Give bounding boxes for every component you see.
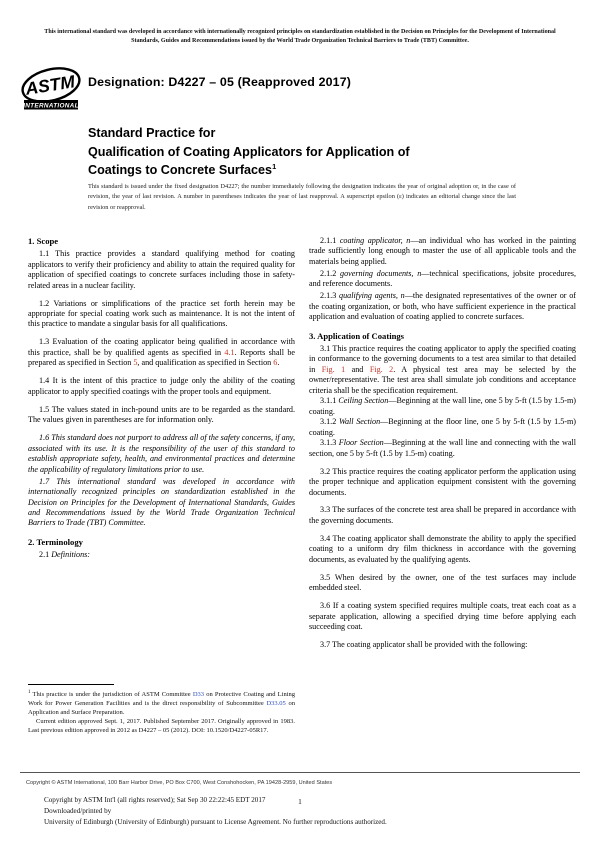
para-3-5: 3.5 When desired by the owner, one of the test surfaces may include embedded steel. xyxy=(309,572,576,593)
para-3-1-text-c: . A physical test area may be selected by the owner/representative. The test area shall simulate job conditions and acceptance criteria shall be the specification requirement. xyxy=(309,364,577,395)
astm-logo-icon xyxy=(20,66,82,114)
para-2-1-1-def: —an individual who has worked in the painting trade sufficiently long enough to master the use of all applicable tools and the materials being applied. xyxy=(309,236,577,266)
footnote-text-1: This practice is under the jurisdiction of ASTM Committee xyxy=(30,690,193,698)
para-3-1-3 xyxy=(309,438,576,459)
para-2-1-2-def: —technical specifications, jobsite procedures, and reference documents. xyxy=(309,268,576,289)
title-line-3-text: Coatings to Concrete Surfaces xyxy=(88,163,273,177)
title-line-2: Qualification of Coating Applicators for Application of xyxy=(88,144,410,159)
para-3-1-2 xyxy=(309,417,576,438)
wto-header-note: This international standard was developed in accordance with internationally recognized principles on standardization established in the Decision on Principles for the Development of International Standards, Guides and Recommendations issued by the World Trade Organization Technical Barriers to Trade (TBT) Committee. xyxy=(44,29,556,45)
link-fig-2[interactable]: Fig. 2 xyxy=(369,364,394,374)
heading-scope: 1. Scope xyxy=(28,236,59,246)
link-section-4-1[interactable]: 4.1 xyxy=(224,347,235,357)
footnote-text-3: on Application and Surface Preparation. xyxy=(28,699,296,716)
para-2-1-1 xyxy=(309,236,576,267)
para-3-1-1-def: —Beginning at the wall line, one 5 by 5-ft (1.5 by 1.5-m) coating. xyxy=(309,396,576,416)
link-section-6[interactable]: 6 xyxy=(273,358,278,368)
para-3-2: 3.2 This practice requires the coating applicator perform the application using the proper technique and application equipment consistent with the governing documents. xyxy=(309,466,576,497)
para-1-3-text-d: . xyxy=(277,358,280,368)
para-1-3-text-c: , and qualification as specified in Section xyxy=(137,358,274,368)
page-number: 1 xyxy=(298,797,302,806)
link-committee-d33[interactable]: D33 xyxy=(192,690,205,698)
para-3-1-2-term: Wall Section xyxy=(338,417,381,427)
para-3-7: 3.7 The coating applicator shall be provided with the following: xyxy=(320,640,528,650)
para-1-7: 1.7 This international standard was developed in accordance with internationally recognized principles on standardization established in the Decision on Principles for the Development of International Standards, Guides and Recommendations issued by the World Trade Organization Technical Barriers to Trade (TBT) Committee. xyxy=(28,476,295,528)
para-3-1-text-b: and xyxy=(345,364,370,374)
para-3-1 xyxy=(309,344,576,396)
left-column xyxy=(28,236,295,561)
para-3-1-3-term: Floor Section xyxy=(338,438,384,448)
issuance-note: This standard is issued under the fixed designation D4227; the number immediately following the designation indicates the year of original adoption or, in the case of revision, the year of last revision. A number in parentheses indicates the year of last reapproval. A superscript epsilon (ε) indicates an editorial change since the last revision or reapproval. xyxy=(88,183,516,211)
footnote-edition: Current edition approved Sept. 1, 2017. Published September 2017. Originally approved in 1983. Last previous edition approved in 2012 as D4227 – 05 (2012). DOI: 10.1520/D4227-05R17. xyxy=(28,718,295,735)
para-1-2: 1.2 Variations or simplifications of the practice set forth herein may be appropriate for special coating work such as maintenance. It is not the intent of this practice to mandate a singular basis for all qualifications. xyxy=(28,298,295,329)
footnote-rule xyxy=(28,684,114,685)
para-3-1-1-term: Ceiling Section xyxy=(338,396,389,406)
para-3-1-text-a: 3.1 This practice requires the coating applicator to apply the specified coating in conformance to the governing documents to a test area similar to that detailed in xyxy=(309,343,576,374)
para-3-6: 3.6 If a coating system specified requires multiple coats, treat each coat as a separate application, allowing a specified drying time before applying each succeeding coat. xyxy=(309,601,576,632)
para-2-1-2-number: 2.1.2 xyxy=(320,268,337,278)
para-2-1 xyxy=(28,550,295,560)
license-line-1: Copyright by ASTM Int'l (all rights reserved); Sat Sep 30 22:22:45 EDT 2017 xyxy=(44,796,266,804)
license-line-2: Downloaded/printed by xyxy=(44,806,112,815)
title-block xyxy=(88,124,568,180)
heading-terminology: 2. Terminology xyxy=(28,536,83,547)
right-column xyxy=(309,236,576,651)
para-3-3: 3.3 The surfaces of the concrete test area shall be prepared in accordance with the governing documents. xyxy=(309,505,576,525)
para-1-4: 1.4 It is the intent of this practice to judge only the ability of the coating applicator to apply specified coatings with the proper tools and equipment. xyxy=(28,376,295,396)
svg-text:ASTM: ASTM xyxy=(24,71,77,99)
para-2-1-3-number: 2.1.3 xyxy=(320,291,337,301)
footnote-text-2: on Protective Coating and Lining Work for Power Generation Facilities and is the direct responsibility of Subcommittee xyxy=(28,690,295,707)
para-2-1-label: Definitions: xyxy=(51,550,91,560)
para-2-1-3-term: qualifying agents, n xyxy=(339,291,405,301)
para-3-1-1 xyxy=(309,396,576,417)
para-2-1-2 xyxy=(309,269,576,290)
para-3-1-2-number: 3.1.2 xyxy=(320,417,337,427)
para-2-1-number: 2.1 xyxy=(39,550,52,560)
para-2-1-2-term: governing documents, n xyxy=(340,268,422,278)
license-line-3: University of Edinburgh (University of Edinburgh) pursuant to License Agreement. No further reproductions authorized. xyxy=(44,817,387,826)
svg-text:INTERNATIONAL: INTERNATIONAL xyxy=(23,102,79,110)
title-line-3 xyxy=(88,161,568,180)
footnote-jurisdiction xyxy=(28,690,295,718)
title-line-1: Standard Practice for xyxy=(88,126,216,140)
footnote-block xyxy=(28,684,295,736)
link-fig-1[interactable]: Fig. 1 xyxy=(321,364,346,374)
title-footnote-marker: 1 xyxy=(272,161,277,171)
para-1-3-text-b: . Reports shall be prepared as specified in Section xyxy=(28,347,296,368)
link-section-5[interactable]: 5 xyxy=(133,358,138,368)
designation-row xyxy=(20,66,580,116)
para-3-1-1-number: 3.1.1 xyxy=(320,396,337,406)
heading-application-of-coatings: 3. Application of Coatings xyxy=(309,330,405,341)
para-3-1-2-def: —Beginning at the floor line, one 5 by 5-ft (1.5 by 1.5-m) coating. xyxy=(309,417,576,437)
para-1-5: 1.5 The values stated in inch-pound units are to be regarded as the standard. The values given in parentheses are for information only. xyxy=(28,404,295,425)
para-3-4: 3.4 The coating applicator shall demonstrate the ability to apply the specified coating to a uniform dry film thickness in accordance with the governing documents, as evaluated by the qualifying agents. xyxy=(309,533,576,564)
designation-label: Designation: D4227 – 05 (Reapproved 2017) xyxy=(88,75,352,89)
para-2-1-1-term: coating applicator, n xyxy=(339,236,411,245)
para-3-1-3-def: —Beginning at the wall line and connecting with the wall section, one 5 by 5-ft (1.5 by 1.5-m) coating. xyxy=(309,438,576,458)
para-3-1-3-number: 3.1.3 xyxy=(320,438,337,448)
para-2-1-3 xyxy=(309,291,576,322)
para-1-3-text-a: 1.3 Evaluation of the coating applicator being qualified in accordance with this practice, shall be by qualified agents as specified in xyxy=(28,337,295,357)
para-2-1-1-number: 2.1.1 xyxy=(320,236,337,245)
link-subcommittee-d33-05[interactable]: D33.05 xyxy=(266,699,286,707)
para-2-1-3-def: —the designated representatives of the owner or of the coating organization, or both, who have sufficient experience in the practical application and evaluation of coating applied to concrete surfaces. xyxy=(309,291,577,322)
para-1-6: 1.6 This standard does not purport to address all of the safety concerns, if any, associated with its use. It is the responsibility of the user of this standard to establish appropriate safety, health, and environmental practices and determine the applicability of regulatory limitations prior to use. xyxy=(28,433,295,474)
copyright-notice: Copyright © ASTM International, 100 Barr Harbor Drive, PO Box C700, West Conshohocken, PA 19428-2959, United States xyxy=(26,780,333,786)
para-1-3 xyxy=(28,337,295,368)
para-1-1: 1.1 This practice provides a standard qualifying method for coating applicators to verify their proficiency and ability to attain the required quality for application of specified coatings to concrete surfaces including those in safety-related areas in a nuclear facility. xyxy=(28,249,295,290)
footer-divider xyxy=(20,772,580,773)
footnote-marker: 1 xyxy=(28,689,31,695)
